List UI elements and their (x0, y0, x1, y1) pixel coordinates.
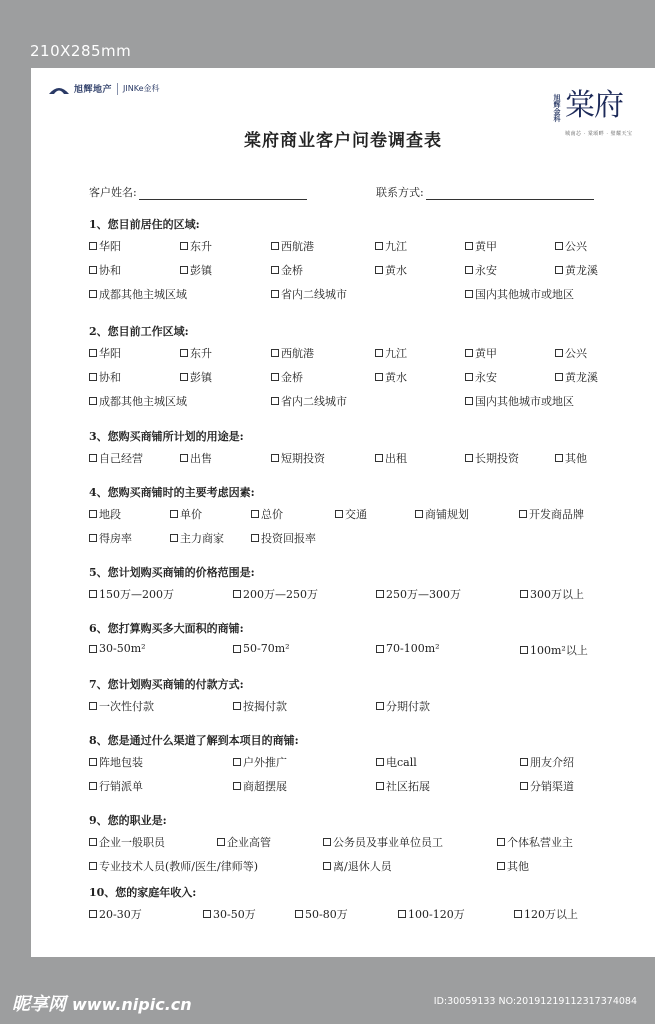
option-q10-1-4[interactable] (398, 906, 465, 922)
option-q2-1-3[interactable] (271, 345, 314, 361)
checkbox-icon[interactable] (295, 910, 303, 918)
watermark-site: www.nipic.cn (72, 995, 192, 1014)
question-1: 1、您目前居住的区域: (89, 218, 200, 231)
option-q9-1-2[interactable] (217, 834, 271, 850)
option-label: 黄水 (385, 264, 407, 277)
option-q1-3-3[interactable] (465, 286, 574, 302)
option-label: 户外推广 (243, 756, 287, 769)
option-label: 东升 (190, 347, 212, 360)
checkbox-icon[interactable] (375, 349, 383, 357)
option-label: 交通 (345, 508, 367, 521)
checkbox-icon[interactable] (271, 349, 279, 357)
checkbox-icon[interactable] (271, 266, 279, 274)
contact-field[interactable] (376, 184, 594, 200)
option-q2-1-6[interactable] (555, 345, 587, 361)
option-q4-2-3[interactable] (251, 530, 316, 546)
questionnaire-paper (31, 68, 655, 957)
option-label: 150万—200万 (99, 588, 174, 601)
option-label: 协和 (99, 371, 121, 384)
option-q1-3-1[interactable] (89, 286, 187, 302)
checkbox-icon[interactable] (180, 266, 188, 274)
watermark-logo: 昵享网 (12, 994, 66, 1015)
option-label: 国内其他城市或地区 (475, 288, 574, 301)
option-label: 九江 (385, 347, 407, 360)
option-q4-2-1[interactable] (89, 530, 132, 546)
option-q2-1-5[interactable] (465, 345, 497, 361)
checkbox-icon[interactable] (251, 510, 259, 518)
checkbox-icon[interactable] (89, 590, 97, 598)
option-q8-1-2[interactable] (233, 754, 287, 770)
option-label: 30-50万 (213, 908, 256, 921)
option-q4-1-5[interactable] (415, 506, 469, 522)
checkbox-icon[interactable] (415, 510, 423, 518)
option-q1-1-1[interactable] (89, 238, 121, 254)
question-7: 7、您计划购买商铺的付款方式: (89, 678, 244, 691)
option-q10-1-2[interactable] (203, 906, 256, 922)
option-label: 协和 (99, 264, 121, 277)
project-logo-tagline: 城南芯 · 棠颂畔 · 璧耀天宝 (565, 131, 633, 137)
checkbox-icon[interactable] (520, 782, 528, 790)
option-label: 东升 (190, 240, 212, 253)
option-q6-1-1[interactable] (89, 642, 146, 655)
question-9: 9、您的职业是: (89, 814, 167, 827)
checkbox-icon[interactable] (89, 290, 97, 298)
option-label: 黄龙溪 (565, 264, 598, 277)
brand-cn: 旭辉地产 (74, 85, 113, 95)
option-label: 50-80万 (305, 908, 348, 921)
mountain-logo-icon (49, 84, 69, 94)
checkbox-icon[interactable] (89, 349, 97, 357)
option-label: 金桥 (281, 264, 303, 277)
option-q1-2-2[interactable] (180, 262, 212, 278)
option-q9-1-4[interactable] (497, 834, 573, 850)
option-label: 朋友介绍 (530, 756, 574, 769)
option-q8-1-1[interactable] (89, 754, 143, 770)
checkbox-icon[interactable] (376, 702, 384, 710)
option-q1-1-4[interactable] (375, 238, 407, 254)
option-q1-2-3[interactable] (271, 262, 303, 278)
option-label: 离/退休人员 (333, 860, 392, 873)
checkbox-icon[interactable] (375, 373, 383, 381)
option-label: 社区拓展 (386, 780, 430, 793)
option-q2-3-3[interactable] (465, 393, 574, 409)
option-q2-2-5[interactable] (465, 369, 497, 385)
checkbox-icon[interactable] (465, 373, 473, 381)
checkbox-icon[interactable] (323, 862, 331, 870)
option-label: 其他 (565, 452, 587, 465)
contact-label: 联系方式: (376, 186, 424, 199)
option-label: 永安 (475, 264, 497, 277)
option-q4-1-1[interactable] (89, 506, 121, 522)
option-label: 得房率 (99, 532, 132, 545)
option-q4-1-3[interactable] (251, 506, 283, 522)
developer-logos (49, 82, 160, 95)
option-q2-1-2[interactable] (180, 345, 212, 361)
question-8: 8、您是通过什么渠道了解到本项目的商铺: (89, 734, 299, 747)
checkbox-icon[interactable] (519, 510, 527, 518)
option-label: 阵地包装 (99, 756, 143, 769)
checkbox-icon[interactable] (335, 510, 343, 518)
project-logo-main: 棠府 (565, 88, 623, 123)
checkbox-icon[interactable] (375, 266, 383, 274)
checkbox-icon[interactable] (271, 373, 279, 381)
option-q9-1-1[interactable] (89, 834, 165, 850)
option-q2-1-4[interactable] (375, 345, 407, 361)
option-q6-1-3[interactable] (376, 642, 440, 655)
option-q8-2-4[interactable] (520, 778, 574, 794)
option-q2-2-2[interactable] (180, 369, 212, 385)
checkbox-icon[interactable] (375, 454, 383, 462)
option-label: 250万—300万 (386, 588, 461, 601)
option-label: 公兴 (565, 240, 587, 253)
option-label: 华阳 (99, 347, 121, 360)
option-label: 100m²以上 (530, 644, 588, 657)
checkbox-icon[interactable] (497, 862, 505, 870)
checkbox-icon[interactable] (251, 534, 259, 542)
checkbox-icon[interactable] (398, 910, 406, 918)
option-label: 黄水 (385, 371, 407, 384)
option-label: 分销渠道 (530, 780, 574, 793)
checkbox-icon[interactable] (180, 242, 188, 250)
checkbox-icon[interactable] (89, 397, 97, 405)
image-id: ID:30059133 NO:20191219112317374084 (433, 996, 637, 1007)
option-q2-1-1[interactable] (89, 345, 121, 361)
option-label: 黄龙溪 (565, 371, 598, 384)
option-q9-2-2[interactable] (323, 858, 392, 874)
customer-name-line[interactable] (139, 188, 307, 200)
checkbox-icon[interactable] (89, 862, 97, 870)
checkbox-icon[interactable] (555, 349, 563, 357)
option-label: 出租 (385, 452, 407, 465)
checkbox-icon[interactable] (89, 373, 97, 381)
option-label: 黄甲 (475, 347, 497, 360)
option-label: 出售 (190, 452, 212, 465)
option-q1-1-5[interactable] (465, 238, 497, 254)
option-label: 金桥 (281, 371, 303, 384)
option-q5-1-3[interactable] (376, 586, 461, 602)
checkbox-icon[interactable] (465, 349, 473, 357)
checkbox-icon[interactable] (89, 242, 97, 250)
checkbox-icon[interactable] (376, 590, 384, 598)
watermark (12, 990, 192, 1016)
contact-line[interactable] (426, 188, 594, 200)
checkbox-icon[interactable] (89, 782, 97, 790)
option-q2-2-4[interactable] (375, 369, 407, 385)
checkbox-icon[interactable] (375, 242, 383, 250)
checkbox-icon[interactable] (170, 510, 178, 518)
option-q8-1-3[interactable] (376, 754, 417, 770)
option-label: 电call (386, 756, 417, 769)
option-q10-1-1[interactable] (89, 906, 142, 922)
option-q2-3-2[interactable] (271, 393, 347, 409)
page-title: 棠府商业客户问卷调查表 (244, 131, 442, 151)
option-label: 开发商品牌 (529, 508, 584, 521)
question-2: 2、您目前工作区域: (89, 325, 189, 338)
option-q6-1-2[interactable] (233, 642, 290, 655)
option-label: 100-120万 (408, 908, 465, 921)
checkbox-icon[interactable] (89, 266, 97, 274)
checkbox-icon[interactable] (555, 242, 563, 250)
question-6: 6、您打算购买多大面积的商铺: (89, 622, 244, 635)
option-q1-2-5[interactable] (465, 262, 497, 278)
option-label: 彭镇 (190, 264, 212, 277)
checkbox-icon[interactable] (180, 349, 188, 357)
option-q3-1-2[interactable] (180, 450, 212, 466)
checkbox-icon[interactable] (89, 758, 97, 766)
option-q9-2-1[interactable] (89, 858, 258, 874)
option-label: 300万以上 (530, 588, 584, 601)
checkbox-icon[interactable] (89, 702, 97, 710)
option-label: 行销派单 (99, 780, 143, 793)
option-q3-1-3[interactable] (271, 450, 325, 466)
checkbox-icon[interactable] (271, 242, 279, 250)
option-q3-1-4[interactable] (375, 450, 407, 466)
option-label: 西航港 (281, 240, 314, 253)
checkbox-icon[interactable] (555, 454, 563, 462)
option-q10-1-5[interactable] (514, 906, 578, 922)
option-q2-2-6[interactable] (555, 369, 598, 385)
checkbox-icon[interactable] (520, 646, 528, 654)
option-label: 70-100m² (386, 642, 440, 655)
option-q8-2-3[interactable] (376, 778, 430, 794)
checkbox-icon[interactable] (233, 758, 241, 766)
question-5: 5、您计划购买商铺的价格范围是: (89, 566, 255, 579)
option-label: 黄甲 (475, 240, 497, 253)
option-label: 公兴 (565, 347, 587, 360)
checkbox-icon[interactable] (180, 373, 188, 381)
option-q7-1-3[interactable] (376, 698, 430, 714)
option-q10-1-3[interactable] (295, 906, 348, 922)
project-logo-side: 旭辉金科 (553, 94, 562, 122)
checkbox-icon[interactable] (555, 373, 563, 381)
checkbox-icon[interactable] (376, 645, 384, 653)
option-label: 30-50m² (99, 642, 146, 655)
option-q4-1-6[interactable] (519, 506, 584, 522)
option-label: 企业一般职员 (99, 836, 165, 849)
option-label: 国内其他城市或地区 (475, 395, 574, 408)
option-q3-1-1[interactable] (89, 450, 143, 466)
option-q9-1-3[interactable] (323, 834, 443, 850)
option-q8-2-1[interactable] (89, 778, 143, 794)
checkbox-icon[interactable] (233, 645, 241, 653)
option-q8-2-2[interactable] (233, 778, 287, 794)
checkbox-icon[interactable] (271, 397, 279, 405)
option-label: 商超摆展 (243, 780, 287, 793)
checkbox-icon[interactable] (89, 534, 97, 542)
checkbox-icon[interactable] (520, 590, 528, 598)
checkbox-icon[interactable] (89, 645, 97, 653)
option-label: 50-70m² (243, 642, 290, 655)
checkbox-icon[interactable] (497, 838, 505, 846)
checkbox-icon[interactable] (376, 782, 384, 790)
customer-name-field[interactable] (89, 184, 307, 200)
option-q1-2-1[interactable] (89, 262, 121, 278)
question-4: 4、您购买商铺时的主要考虑因素: (89, 486, 255, 499)
option-label: 120万以上 (524, 908, 578, 921)
option-q5-1-2[interactable] (233, 586, 318, 602)
checkbox-icon[interactable] (89, 838, 97, 846)
option-q1-2-6[interactable] (555, 262, 598, 278)
checkbox-icon[interactable] (271, 454, 279, 462)
option-label: 短期投资 (281, 452, 325, 465)
question-3: 3、您购买商铺所计划的用途是: (89, 430, 244, 443)
option-label: 主力商家 (180, 532, 224, 545)
option-q1-2-4[interactable] (375, 262, 407, 278)
checkbox-icon[interactable] (465, 290, 473, 298)
option-label: 永安 (475, 371, 497, 384)
option-label: 总价 (261, 508, 283, 521)
option-label: 一次性付款 (99, 700, 154, 713)
checkbox-icon[interactable] (170, 534, 178, 542)
checkbox-icon[interactable] (376, 758, 384, 766)
option-label: 专业技术人员(教师/医生/律师等) (99, 860, 258, 873)
option-label: 西航港 (281, 347, 314, 360)
checkbox-icon[interactable] (465, 266, 473, 274)
option-q2-2-1[interactable] (89, 369, 121, 385)
checkbox-icon[interactable] (271, 290, 279, 298)
option-label: 分期付款 (386, 700, 430, 713)
option-q3-1-5[interactable] (465, 450, 519, 466)
option-q4-1-4[interactable] (335, 506, 367, 522)
option-q8-1-4[interactable] (520, 754, 574, 770)
option-q4-1-2[interactable] (170, 506, 202, 522)
checkbox-icon[interactable] (233, 702, 241, 710)
checkbox-icon[interactable] (203, 910, 211, 918)
option-q1-1-6[interactable] (555, 238, 587, 254)
checkbox-icon[interactable] (180, 454, 188, 462)
option-label: 其他 (507, 860, 529, 873)
option-q1-1-3[interactable] (271, 238, 314, 254)
option-label: 彭镇 (190, 371, 212, 384)
option-label: 商铺规划 (425, 508, 469, 521)
option-label: 自己经营 (99, 452, 143, 465)
customer-name-label: 客户姓名: (89, 186, 137, 199)
option-label: 成都其他主城区域 (99, 395, 187, 408)
option-label: 华阳 (99, 240, 121, 253)
option-label: 企业高管 (227, 836, 271, 849)
option-q3-1-6[interactable] (555, 450, 587, 466)
option-q1-1-2[interactable] (180, 238, 212, 254)
brand-divider (117, 83, 118, 95)
checkbox-icon[interactable] (465, 242, 473, 250)
checkbox-icon[interactable] (233, 590, 241, 598)
checkbox-icon[interactable] (233, 782, 241, 790)
checkbox-icon[interactable] (465, 397, 473, 405)
option-q2-2-3[interactable] (271, 369, 303, 385)
option-label: 按揭付款 (243, 700, 287, 713)
option-label: 20-30万 (99, 908, 142, 921)
checkbox-icon[interactable] (465, 454, 473, 462)
checkbox-icon[interactable] (555, 266, 563, 274)
checkbox-icon[interactable] (217, 838, 225, 846)
option-q9-2-3[interactable] (497, 858, 529, 874)
option-label: 地段 (99, 508, 121, 521)
brand-jinke: JINKe金科 (123, 84, 160, 93)
option-label: 投资回报率 (261, 532, 316, 545)
option-q1-3-2[interactable] (271, 286, 347, 302)
checkbox-icon[interactable] (514, 910, 522, 918)
option-q2-3-1[interactable] (89, 393, 187, 409)
option-label: 省内二线城市 (281, 395, 347, 408)
checkbox-icon[interactable] (89, 510, 97, 518)
checkbox-icon[interactable] (520, 758, 528, 766)
checkbox-icon[interactable] (323, 838, 331, 846)
option-q5-1-1[interactable] (89, 586, 174, 602)
option-label: 个体私营业主 (507, 836, 573, 849)
option-label: 200万—250万 (243, 588, 318, 601)
option-label: 成都其他主城区域 (99, 288, 187, 301)
option-label: 九江 (385, 240, 407, 253)
option-label: 省内二线城市 (281, 288, 347, 301)
option-label: 长期投资 (475, 452, 519, 465)
size-label: 210X285mm (30, 42, 132, 60)
option-q5-1-4[interactable] (520, 586, 584, 602)
question-10: 10、您的家庭年收入: (89, 886, 197, 899)
option-label: 单价 (180, 508, 202, 521)
option-q4-2-2[interactable] (170, 530, 224, 546)
option-q6-1-4[interactable] (520, 642, 588, 658)
option-label: 公务员及事业单位员工 (333, 836, 443, 849)
option-q7-1-1[interactable] (89, 698, 154, 714)
checkbox-icon[interactable] (89, 454, 97, 462)
option-q7-1-2[interactable] (233, 698, 287, 714)
checkbox-icon[interactable] (89, 910, 97, 918)
